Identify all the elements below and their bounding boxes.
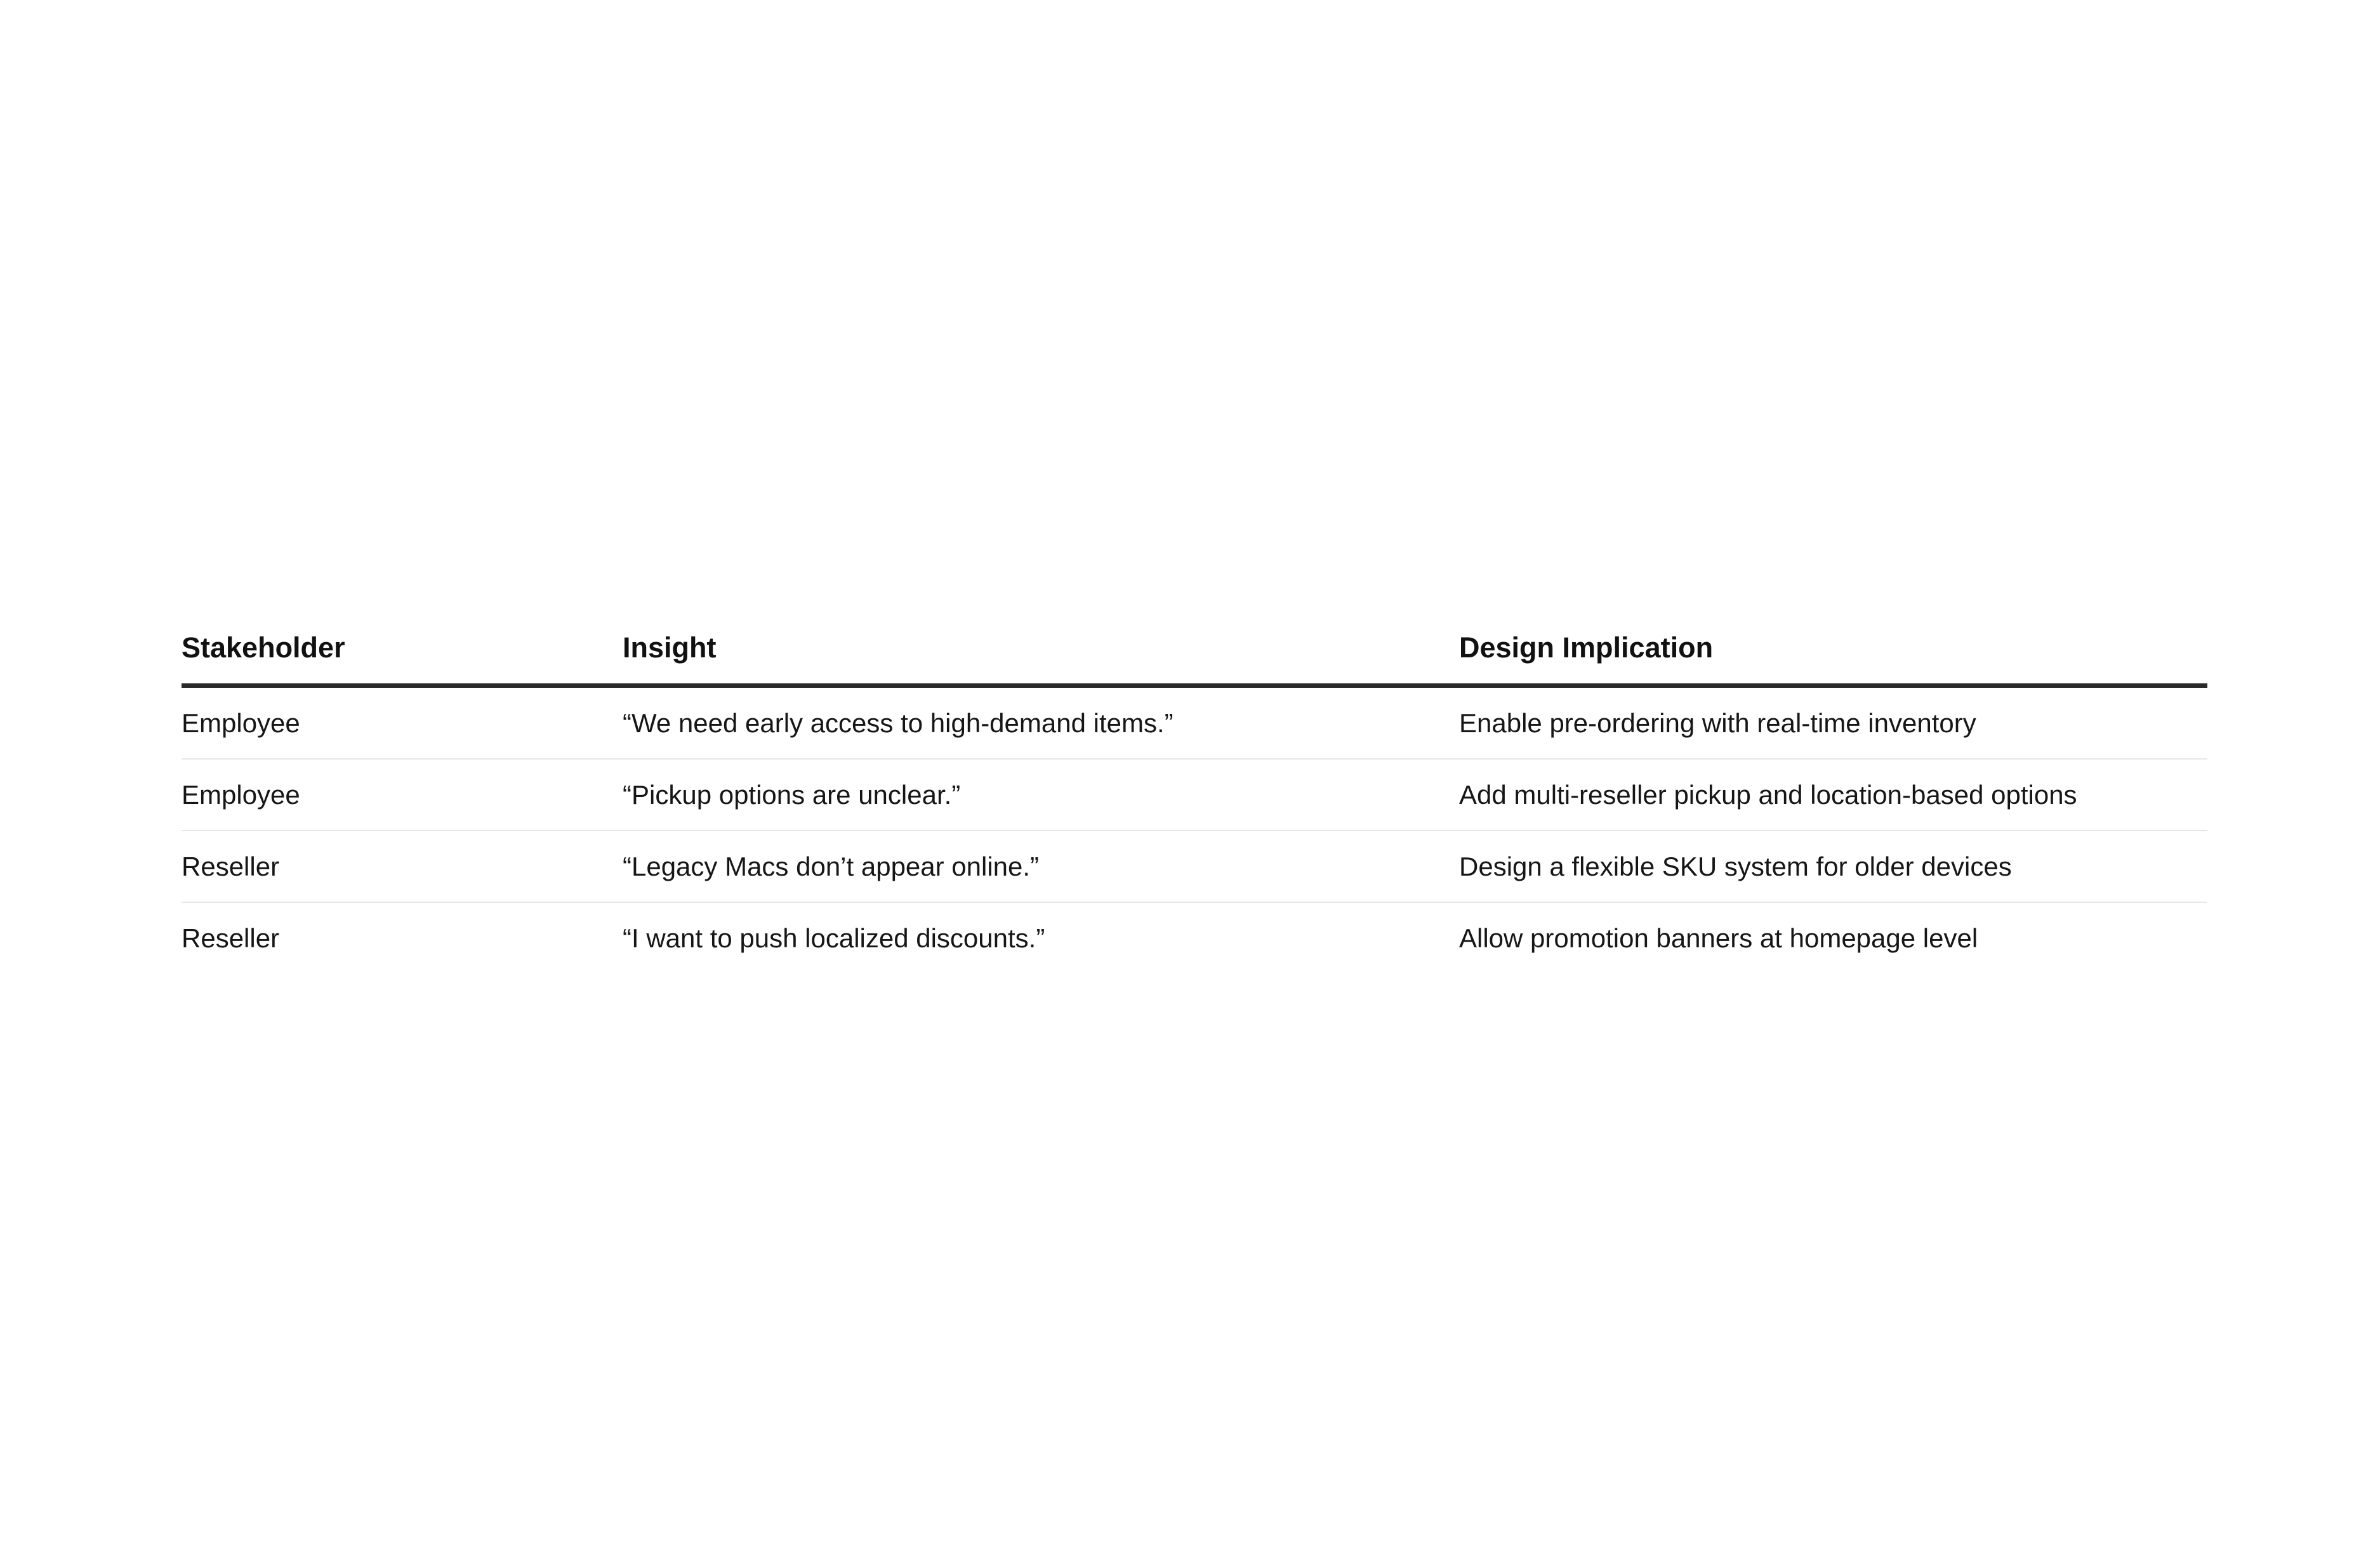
stakeholder-cell: Employee — [182, 686, 623, 760]
stakeholder-insights-table — [182, 612, 2207, 973]
stakeholder-cell: Reseller — [182, 831, 623, 902]
stakeholder-insights-table-container — [182, 612, 2207, 973]
table-row — [182, 759, 2207, 831]
insight-cell: “I want to push localized discounts.” — [623, 923, 1045, 953]
insight-cell: “Pickup options are unclear.” — [623, 759, 1459, 831]
table-row — [182, 902, 2207, 973]
column-header-design-implication: Design Implication — [1459, 612, 2207, 686]
design-implication-cell: Allow promotion banners at homepage level — [1459, 923, 1978, 953]
header-row — [182, 612, 2207, 686]
insight-cell: “We need early access to high-demand items.” — [623, 686, 1459, 760]
column-header-stakeholder: Stakeholder — [182, 612, 623, 686]
table-row — [182, 686, 2207, 760]
design-implication-cell: Add multi-reseller pickup and location-based options — [1459, 759, 2207, 831]
stakeholder-cell: Employee — [182, 759, 623, 831]
insight-cell: “Legacy Macs don’t appear online.” — [623, 831, 1459, 902]
stakeholder-cell: Reseller — [182, 923, 280, 953]
design-implication-cell: Design a flexible SKU system for older devices — [1459, 831, 2207, 902]
design-implication-cell: Enable pre-ordering with real-time inventory — [1459, 686, 2207, 760]
column-header-insight: Insight — [623, 612, 1459, 686]
table-row — [182, 831, 2207, 902]
table-header — [182, 612, 2207, 686]
table-body — [182, 686, 2207, 974]
